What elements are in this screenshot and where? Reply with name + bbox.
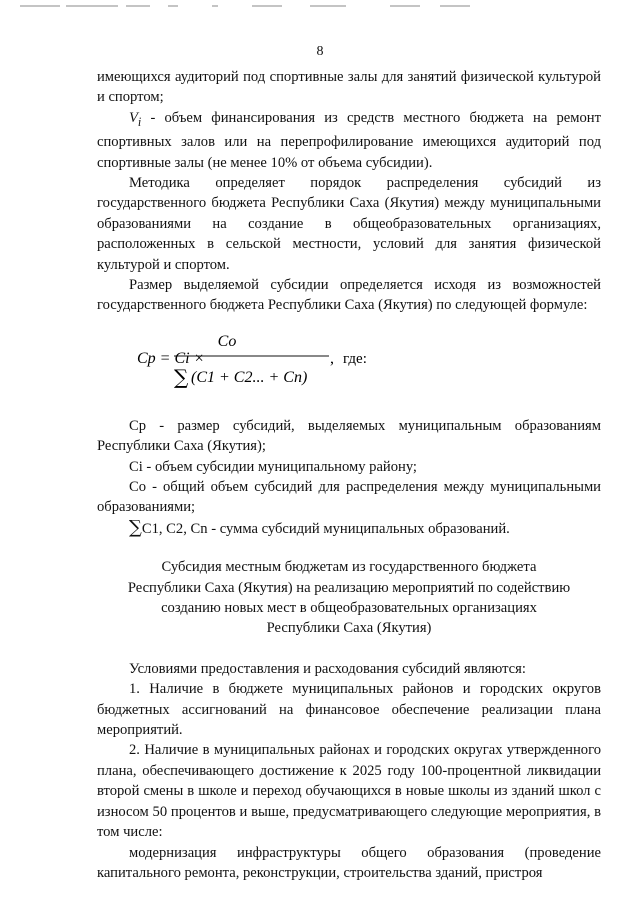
formula-sum-symbol: ∑ <box>174 364 189 389</box>
definition-co: Со - общий объем субсидий для распределения между муниципальными образованиями; <box>97 479 601 516</box>
heading-line-4: Республики Саха (Якутия) <box>266 620 432 637</box>
paragraph-methodology: Методика определяет порядок распределения субсидий из государственного бюджета Республики Саха (Якутия) между муниципальными образованиями на создание в общеобразовательных организациях, расположенных в сельской местности, условий для занятия физической культурой и спортом. <box>97 174 601 273</box>
definition-sum <box>97 518 601 539</box>
definition-cp: Ср - размер субсидий, выделяемых муниципальным образованиям Республики Саха (Якутия); <box>97 417 601 455</box>
sum-text: - сумма субсидий муниципальных образований. <box>207 520 510 537</box>
variable-v: V <box>129 109 138 126</box>
formula-numerator: Co <box>217 332 237 350</box>
page-number: 8 <box>316 44 324 59</box>
formula-comma: , <box>330 349 334 367</box>
formula-where: где: <box>343 350 367 367</box>
formula-denominator: (C1 + C2... + Cn) <box>191 368 308 386</box>
condition-item-2: 2. Наличие в муниципальных районах и городских округах утвержденного плана, обеспечивающего достижение к 2025 году 100-процентной ликвидации второй смены в школе и переход обучающихся в новые школы из зданий школ с износом 50 процентов и выше, предусматривающего следующие мероприятия, в том числе: <box>97 742 601 841</box>
sum-symbol: ∑ <box>129 516 142 538</box>
condition-item-1: 1. Наличие в бюджете муниципальных районов и городских округов бюджетных ассигнований на финансовое обеспечение реализации плана мероприятий. <box>97 681 601 739</box>
heading-line-2: Республики Саха (Якутия) на реализацию мероприятий по содействию <box>127 579 571 596</box>
condition-item-3: модернизация инфраструктуры общего образования (проведение капитального ремонта, реконструкции, строительства зданий, пристроя <box>97 844 601 881</box>
definition-ci: Ci - объем субсидии муниципальному району; <box>129 458 417 475</box>
subsidy-formula <box>97 316 601 416</box>
scan-artifact-marks <box>0 0 640 14</box>
conditions-intro: Условиями предоставления и расходования субсидий являются: <box>129 660 526 677</box>
sum-terms: C1, C2, Cn <box>141 520 208 537</box>
paragraph-continuation: имеющихся аудиторий под спортивные залы для занятий физической культурой и спортом; <box>97 69 601 106</box>
heading-line-3: созданию новых мест в общеобразовательных организациях <box>161 600 537 617</box>
paragraph-formula-intro: Размер выделяемой субсидии определяется исходя из возможностей государственного бюджета Республики Саха (Якутия) по следующей формуле: <box>97 276 601 314</box>
formula-lhs: Cp = Ci × <box>137 349 205 367</box>
document-body <box>97 67 601 883</box>
section-heading <box>97 557 601 639</box>
heading-line-1: Субсидия местным бюджетам из государственного бюджета <box>161 559 537 576</box>
paragraph-vi-definition <box>97 108 601 173</box>
formula-graphic <box>97 316 417 396</box>
variable-v-subscript: i <box>137 114 142 129</box>
vi-definition-text: - объем финансирования из средств местного бюджета на ремонт спортивных залов или на перепрофилирование имеющихся аудиторий под спортивные залы (не менее 10% от объема субсидии). <box>97 109 601 171</box>
